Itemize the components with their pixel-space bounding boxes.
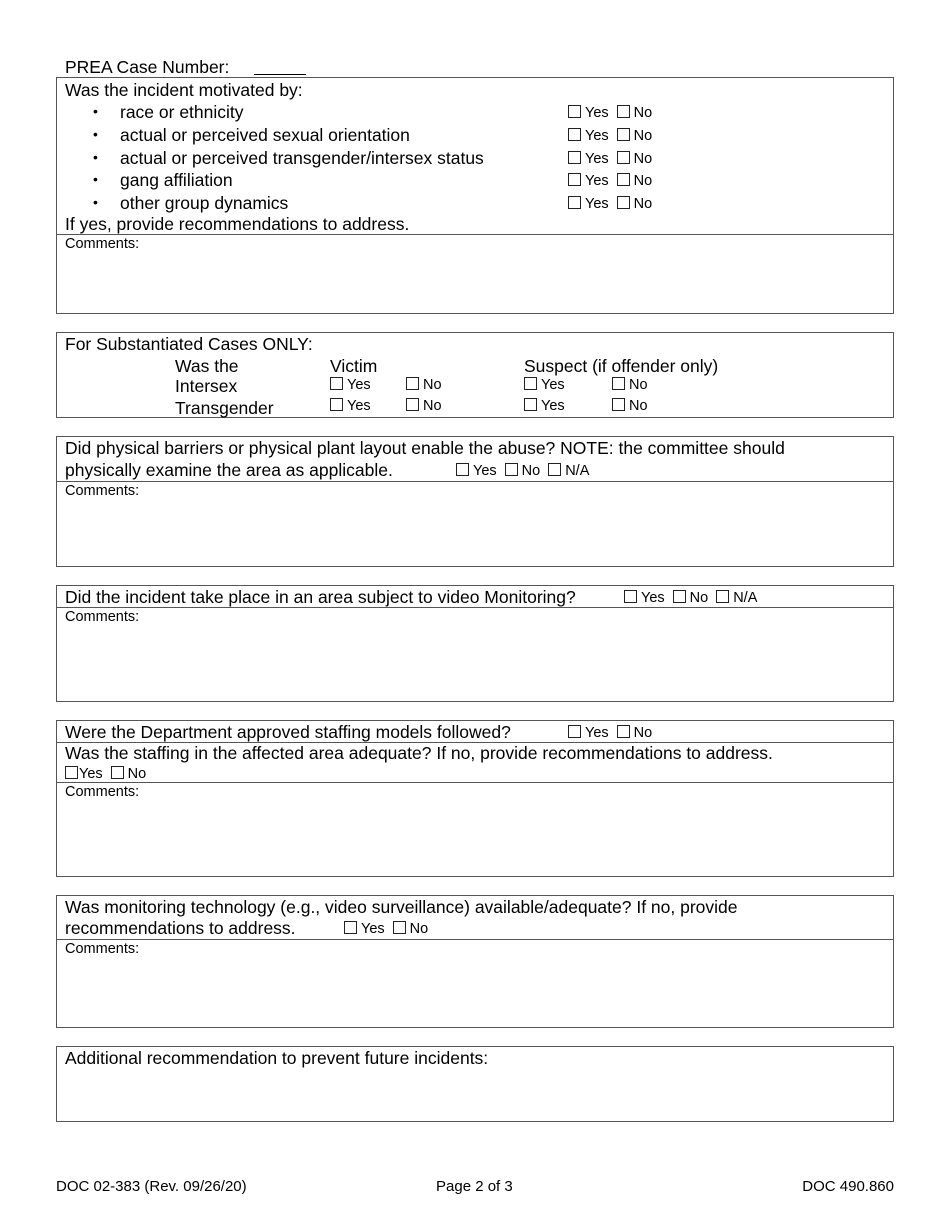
no-option[interactable]: No (617, 724, 653, 742)
no-option[interactable]: No (111, 765, 147, 783)
motivation-comments-field[interactable] (57, 235, 893, 313)
staffing-q2-options (65, 765, 154, 783)
checkbox-icon[interactable] (617, 725, 630, 738)
checkbox-icon[interactable] (330, 398, 343, 411)
no-option[interactable]: No (393, 920, 429, 938)
checkbox-icon[interactable] (612, 398, 625, 411)
bullet-icon: • (93, 149, 98, 165)
comments-label: Comments: (65, 784, 140, 800)
video-comments-field[interactable] (57, 608, 893, 701)
transgender-label: Transgender (175, 398, 274, 418)
staffing-question-2: Was the staffing in the affected area adequate? If no, provide recommendations to address. (65, 743, 773, 763)
checkbox-icon[interactable] (612, 377, 625, 390)
checkbox-icon[interactable] (617, 128, 630, 141)
checkbox-icon[interactable] (568, 105, 581, 118)
case-number-row (65, 56, 306, 78)
yes-no-options (568, 195, 660, 213)
staffing-section (56, 720, 894, 877)
checkbox-icon[interactable] (524, 398, 537, 411)
checkbox-icon[interactable] (568, 151, 581, 164)
substantiated-title: For Substantiated Cases ONLY: (65, 334, 313, 354)
additional-field[interactable] (57, 1069, 893, 1121)
no-option[interactable]: No (673, 589, 709, 607)
list-item (57, 192, 893, 214)
form-number: DOC 02-383 (Rev. 09/26/20) (56, 1178, 247, 1195)
no-option[interactable]: No (617, 127, 653, 145)
item-label: race or ethnicity (120, 102, 244, 122)
yes-option[interactable]: Yes (344, 920, 385, 938)
item-label: other group dynamics (120, 193, 289, 213)
bullet-icon: • (93, 126, 98, 142)
yes-no-options (568, 104, 660, 122)
policy-number: DOC 490.860 (802, 1178, 894, 1195)
yes-no-options (568, 172, 660, 190)
barriers-question-line1: Did physical barriers or physical plant layout enable the abuse? NOTE: the committee should (65, 438, 785, 458)
list-item (57, 124, 893, 146)
yes-option[interactable]: Yes (568, 104, 609, 122)
checkbox-icon[interactable] (111, 766, 124, 779)
suspect-intersex-yes[interactable]: Yes (524, 376, 565, 394)
comments-label: Comments: (65, 609, 140, 625)
checkbox-icon[interactable] (505, 463, 518, 476)
yes-option[interactable]: Yes (568, 195, 609, 213)
video-options (624, 589, 765, 607)
barriers-section (56, 436, 894, 567)
checkbox-icon[interactable] (65, 766, 78, 779)
checkbox-icon[interactable] (617, 151, 630, 164)
yes-option[interactable]: Yes (65, 765, 103, 783)
technology-question-line1: Was monitoring technology (e.g., video surveillance) available/adequate? If no, provide (65, 897, 738, 917)
bullet-icon: • (93, 103, 98, 119)
technology-question-line2: recommendations to address. (65, 918, 296, 938)
bullet-icon: • (93, 171, 98, 187)
checkbox-icon[interactable] (393, 921, 406, 934)
victim-intersex-no[interactable]: No (406, 376, 442, 394)
technology-comments-field[interactable] (57, 940, 893, 1027)
checkbox-icon[interactable] (568, 128, 581, 141)
yes-option[interactable]: Yes (568, 724, 609, 742)
no-option[interactable]: No (617, 150, 653, 168)
video-section (56, 585, 894, 702)
yes-option[interactable]: Yes (568, 127, 609, 145)
was-the-label: Was the (175, 356, 239, 376)
victim-header: Victim (330, 356, 378, 376)
checkbox-icon[interactable] (406, 377, 419, 390)
checkbox-icon[interactable] (617, 173, 630, 186)
victim-transgender-no[interactable]: No (406, 397, 442, 415)
page-number: Page 2 of 3 (436, 1178, 513, 1195)
checkbox-icon[interactable] (524, 377, 537, 390)
checkbox-icon[interactable] (617, 196, 630, 209)
additional-section (56, 1046, 894, 1122)
barriers-options (456, 462, 597, 480)
comments-label: Comments: (65, 236, 140, 252)
checkbox-icon[interactable] (456, 463, 469, 476)
additional-label: Additional recommendation to prevent future incidents: (65, 1048, 489, 1068)
item-label: actual or perceived sexual orientation (120, 125, 410, 145)
substantiated-section (56, 332, 894, 418)
staffing-q1-options (568, 724, 660, 742)
barriers-question-line2: physically examine the area as applicable. (65, 460, 393, 480)
list-item (57, 169, 893, 191)
suspect-intersex-no[interactable]: No (612, 376, 648, 394)
staffing-question-1: Were the Department approved staffing models followed? (65, 722, 511, 742)
checkbox-icon[interactable] (406, 398, 419, 411)
case-number-label: PREA Case Number: (65, 57, 230, 77)
checkbox-icon[interactable] (548, 463, 561, 476)
comments-label: Comments: (65, 941, 140, 957)
intersex-label: Intersex (175, 376, 238, 396)
motivation-section (56, 77, 894, 314)
suspect-transgender-yes[interactable]: Yes (524, 397, 565, 415)
no-option[interactable]: No (617, 104, 653, 122)
checkbox-icon[interactable] (716, 590, 729, 603)
yes-option[interactable]: Yes (456, 462, 497, 480)
checkbox-icon[interactable] (568, 725, 581, 738)
no-option[interactable]: No (505, 462, 541, 480)
item-label: gang affiliation (120, 170, 233, 190)
checkbox-icon[interactable] (344, 921, 357, 934)
checkbox-icon[interactable] (673, 590, 686, 603)
na-option[interactable]: N/A (548, 462, 589, 480)
checkbox-icon[interactable] (330, 377, 343, 390)
na-option[interactable]: N/A (716, 589, 757, 607)
staffing-comments-field[interactable] (57, 783, 893, 876)
victim-transgender-yes[interactable]: Yes (330, 397, 371, 415)
yes-option[interactable]: Yes (624, 589, 665, 607)
list-item (57, 101, 893, 123)
yes-option[interactable]: Yes (568, 172, 609, 190)
suspect-transgender-no[interactable]: No (612, 397, 648, 415)
video-question: Did the incident take place in an area subject to video Monitoring? (65, 587, 576, 607)
motivation-followup: If yes, provide recommendations to address. (65, 214, 410, 234)
checkbox-icon[interactable] (624, 590, 637, 603)
technology-section (56, 895, 894, 1028)
case-number-field[interactable] (254, 58, 306, 75)
yes-no-options (568, 150, 660, 168)
bullet-icon: • (93, 194, 98, 210)
victim-intersex-yes[interactable]: Yes (330, 376, 371, 394)
yes-no-options (568, 127, 660, 145)
checkbox-icon[interactable] (568, 196, 581, 209)
no-option[interactable]: No (617, 195, 653, 213)
checkbox-icon[interactable] (568, 173, 581, 186)
yes-option[interactable]: Yes (568, 150, 609, 168)
comments-label: Comments: (65, 483, 140, 499)
list-item (57, 147, 893, 169)
suspect-header: Suspect (if offender only) (524, 356, 719, 376)
checkbox-icon[interactable] (617, 105, 630, 118)
no-option[interactable]: No (617, 172, 653, 190)
item-label: actual or perceived transgender/intersex status (120, 148, 484, 168)
motivation-question: Was the incident motivated by: (65, 80, 303, 100)
barriers-comments-field[interactable] (57, 482, 893, 566)
technology-options (344, 920, 436, 938)
